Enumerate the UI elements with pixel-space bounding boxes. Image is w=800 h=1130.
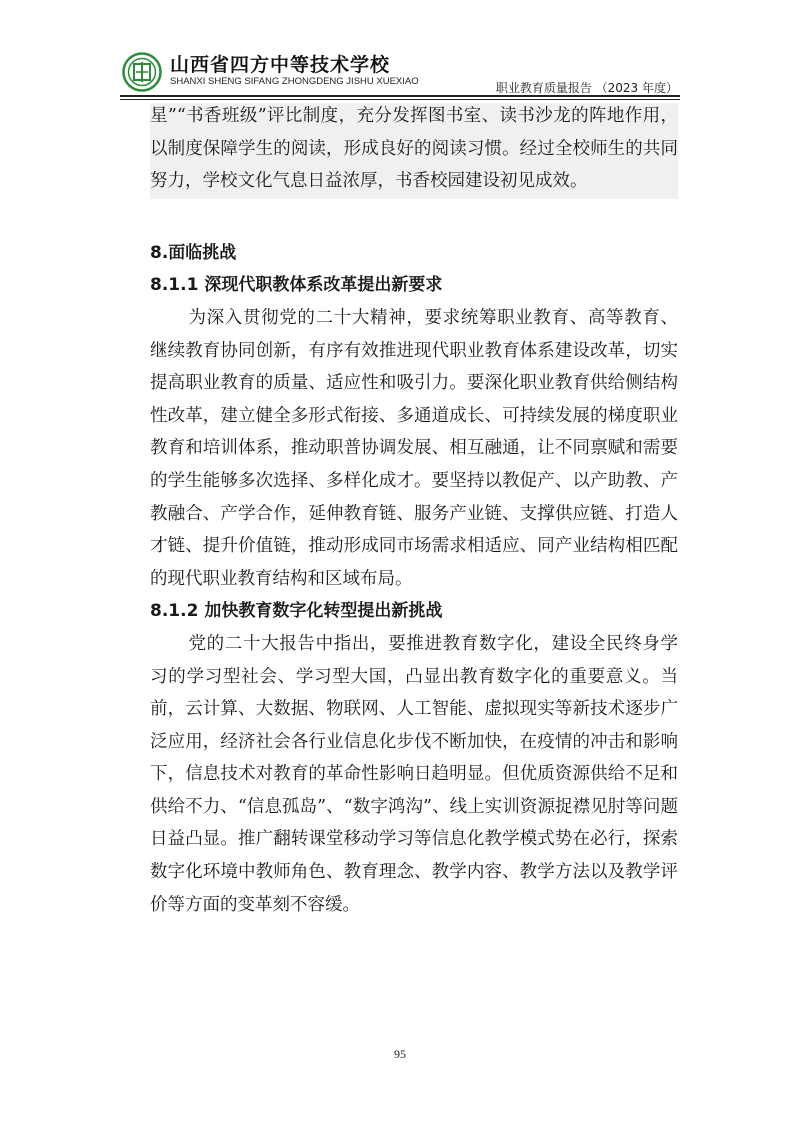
section-811-heading: 8.1.1 深现代职教体系改革提出新要求 — [150, 275, 443, 296]
school-name-cn: 山西省四方中等技术学校 — [170, 54, 391, 76]
report-title: 职业教育质量报告 （2023 年度） — [495, 81, 678, 95]
section-812-paragraph: 党的二十大报告中指出，要推进教育数字化，建设全民终身学习的学习型社会、学习型大国，凸显出教育数字化的重要意义。当前，云计算、大数据、物联网、人工智能、虚拟现实等新技术逐步广泛应用，经济社会各行业信息化步伐不断加快，在疫情的冲击和影响下，信息技术对教育的革命性影响日趋明显。但优质资源供给不足和供给不力、“信息孤岛”、“数字鸿沟”、线上实训资源捉襟见肘等问题日益凸显。推广翻转课堂移动学习等信息化教学模式势在必行，探索数字化环境中教师角色、教育理念、教学内容、教学方法以及教学评价等方面的变革刻不容缓。 — [150, 633, 678, 915]
page-header — [0, 0, 800, 96]
section-811-paragraph: 为深入贯彻党的二十大精神，要求统筹职业教育、高等教育、继续教育协同创新，有序有效推进现代职业教育体系建设改革，切实提高职业教育的质量、适应性和吸引力。要深化职业教育供给侧结构性改革，建立健全多形式衔接、多通道成长、可持续发展的梯度职业教育和培训体系，推动职普协调发展、相互融通，让不同禀赋和需要的学生能够多次选择、多样化成才。要坚持以教促产、以产助教、产教融合、产学合作，延伸教育链、服务产业链、支撑供应链、打造人才链、提升价值链，推动形成同市场需求相适应、同产业结构相匹配的现代职业教育结构和区域布局。 — [150, 307, 678, 589]
header-rule-thick — [120, 95, 680, 97]
page-number: 95 — [394, 1047, 406, 1061]
section-8-heading: 8.面临挑战 — [150, 242, 237, 263]
section-gap — [150, 198, 678, 237]
school-name-en: SHANXI SHENG SIFANG ZHONGDENG JISHU XUEXIAO — [170, 76, 419, 87]
page-body — [150, 100, 678, 921]
section-812-heading: 8.1.2 加快教育数字化转型提出新挑战 — [150, 601, 443, 622]
intro-paragraph: 星”“书香班级”评比制度，充分发挥图书室、读书沙龙的阵地作用，以制度保障学生的阅读，形成良好的阅读习惯。经过全校师生的共同努力，学校文化气息日益浓厚，书香校园建设初见成效。 — [150, 106, 678, 192]
school-emblem-icon — [122, 52, 162, 92]
